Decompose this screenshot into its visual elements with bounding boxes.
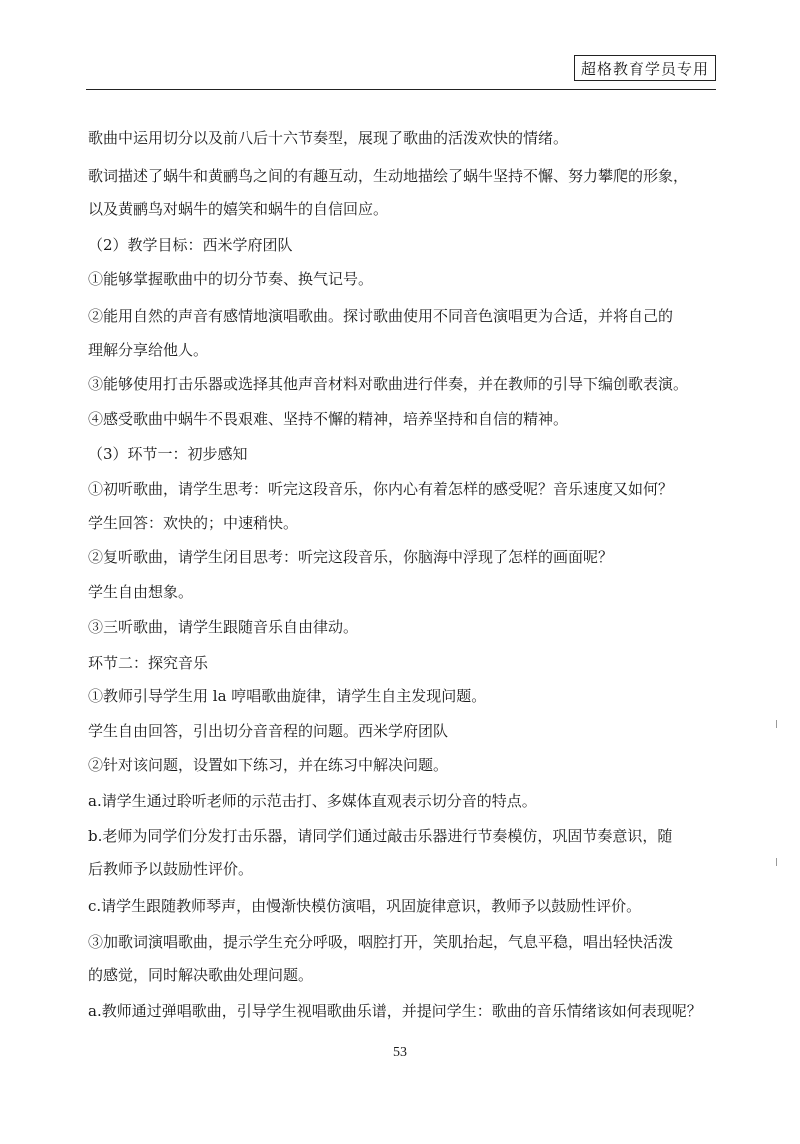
text-line: ④感受歌曲中蜗牛不畏艰难、坚持不懈的精神，培养坚持和自信的精神。 [88,410,569,428]
text-line: ②能用自然的声音有感情地演唱歌曲。探讨歌曲使用不同音色演唱更为合适，并将自己的 [88,307,674,325]
text-line: ③三听歌曲，请学生跟随音乐自由律动。 [88,618,359,636]
text-line: 的感觉，同时解决歌曲处理问题。 [88,966,314,984]
text-line: c.请学生跟随教师琴声，由慢渐快模仿演唱，巩固旋律意识，教师予以鼓励性评价。 [88,897,642,915]
text-line: ①教师引导学生用 la 哼唱歌曲旋律，请学生自主发现问题。 [88,687,487,705]
text-line: （2）教学目标：西米学府团队 [88,236,293,254]
text-line: 环节二：探究音乐 [88,654,209,672]
text-line: （3）环节一：初步感知 [88,445,248,463]
text-line: ③加歌词演唱歌曲，提示学生充分呼吸，咽腔打开，笑肌抬起，气息平稳，唱出轻快活泼 [88,933,674,951]
page-number: 53 [393,1045,407,1060]
text-line: ③能够使用打击乐器或选择其他声音材料对歌曲进行伴奏，并在教师的引导下编创歌表演。 [88,375,689,393]
text-line: ①初听歌曲，请学生思考：听完这段音乐，你内心有着怎样的感受呢？音乐速度又如何？ [88,480,674,498]
text-line: 学生自由回答，引出切分音音程的问题。西米学府团队 [88,722,449,740]
text-line: 学生回答：欢快的；中速稍快。 [88,514,299,532]
scan-edge-mark [776,720,777,728]
header-divider [86,89,716,90]
text-line: 学生自由想象。 [88,583,194,601]
text-line: a.教师通过弹唱歌曲，引导学生视唱歌曲乐谱，并提问学生：歌曲的音乐情绪该如何表现呢？ [88,1002,702,1020]
text-line: a.请学生通过聆听老师的示范击打、多媒体直观表示切分音的特点。 [88,792,537,810]
text-line: 理解分享给他人。 [88,341,209,359]
text-line: ②针对该问题，设置如下练习，并在练习中解决问题。 [88,756,449,774]
text-line: 以及黄鹂鸟对蜗牛的嬉笑和蜗牛的自信回应。 [88,200,389,218]
text-line: 歌词描述了蜗牛和黄鹂鸟之间的有趣互动，生动地描绘了蜗牛坚持不懈、努力攀爬的形象， [88,167,689,185]
document-header-label: 超格教育学员专用 [574,55,716,81]
text-line: ②复听歌曲，请学生闭目思考：听完这段音乐，你脑海中浮现了怎样的画面呢？ [88,548,614,566]
text-line: b.老师为同学们分发打击乐器，请同学们通过敲击乐器进行节奏模仿，巩固节奏意识，随 [88,827,673,845]
text-line: 歌曲中运用切分以及前八后十六节奏型，展现了歌曲的活泼欢快的情绪。 [88,129,569,147]
scan-edge-mark [776,858,777,866]
text-line: ①能够掌握歌曲中的切分节奏、换气记号。 [88,270,374,288]
text-line: 后教师予以鼓励性评价。 [88,860,254,878]
